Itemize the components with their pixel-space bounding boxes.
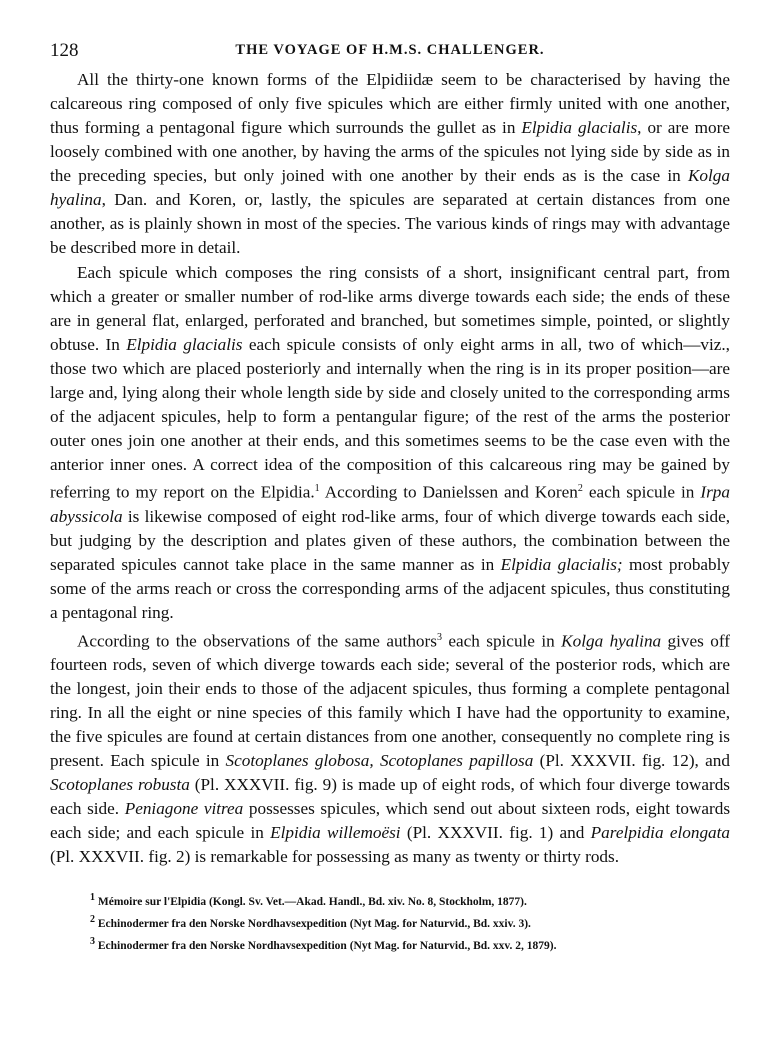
page-header <box>50 40 730 68</box>
footnote-3: $^3$ Echinodermer fra den Norske Nordhavsexpedition (Nyt Mag. for Naturvid., Bd. xxv. 2, 1879). <box>90 936 557 952</box>
body-text <box>50 68 730 869</box>
page-number: 128 <box>50 40 79 61</box>
footnote-1: $^1$ Mémoire sur l'Elpidia (Kongl. Sv. Vet.—Akad. Handl., Bd. xiv. No. 8, Stockholm, 1877). <box>90 892 527 909</box>
paragraph-3: According to the observations of the same authors$^3$ each spicule in Kolga hyalina gives off fourteen rods, seven of which diverge towards each side; several of the posterior rods, which are the longest, join their ends to those of the adjacent spicules, thus forming a complete pentagonal ring. In all the eight or nine species of this family which I have had the opportunity to examine, the five spicules are found at certain distances from one another, consequently no complete ring is present. Each spicule in Scotoplanes globosa, Scotoplanes papillosa (Pl. XXXVII. fig. 12), and Scotoplanes robusta (Pl. XXXVII. fig. 9) is made up of eight rods, of which four diverge towards each side. Peniagone vitrea possesses spicules, which send out about sixteen rods, eight towards each side; and each spicule in Elpidia willemoësi (Pl. XXXVII. fig. 1) and Parelpidia elongata (Pl. XXXVII. fig. 2) is remarkable for possessing as many as twenty or thirty rods. <box>50 631 731 867</box>
footnote-ref-3[interactable]: 3 <box>436 631 442 643</box>
footnote-2: $^2$ Echinodermer fra den Norske Nordhavsexpedition (Nyt Mag. for Naturvid., Bd. xxiv. 3). <box>90 914 531 931</box>
footnotes <box>50 889 730 954</box>
page <box>50 40 730 955</box>
running-title: THE VOYAGE OF H.M.S. CHALLENGER. <box>235 42 545 58</box>
footnote-ref-1[interactable]: 1 <box>314 483 320 494</box>
footnote-ref-2[interactable]: 2 <box>577 483 583 494</box>
paragraph-2: Each spicule which composes the ring consists of a short, insignificant central part, from which a greater or smaller number of rod-like arms diverge towards each side; the ends of these are in general flat, enlarged, perforated and branched, but sometimes simple, pointed, or slightly obtuse. In Elpidia glacialis each spicule consists of only eight arms in all, two of which—viz., those two which are placed posteriorly and internally when the ring is in its proper position—are large and, lying along their whole length side by side and closely united to the corresponding arms of the adjacent spicules, help to form a pentangular figure; of the rest of the arms the posterior outer ones join one another at their ends, and this sometimes seems to be the case even with the anterior inner ones. A correct idea of the composition of this calcareous ring may be gained by referring to my report on the Elpidia.$^1$ According to Danielssen and Koren$^2$ each spicule in Irpa abyssicola is likewise composed of eight rod-like arms, four of which diverge towards each side, but judging by the description and plates given of these authors, the combination between the separated spicules cannot take place in the same manner as in Elpidia glacialis; most probably some of the arms reach or cross the corresponding arms of the adjacent spicules, thus constituting a pentagonal ring. <box>50 263 730 622</box>
paragraph-1: All the thirty-one known forms of the Elpidiidæ seem to be characterised by having the calcareous ring composed of only five spicules which are either firmly united with one another, thus forming a pentagonal figure which surrounds the gullet as in Elpidia glacialis, or are more loosely combined with one another, by having the arms of the spicules not lying side by side as in the preceding species, but only joined with one another by their ends as is the case in Kolga hyalina, Dan. and Koren, or, lastly, the spicules are separated at certain distances from one another, as is plainly shown in most of the species. The various kinds of rings may with advantage be described more in detail. <box>50 70 730 257</box>
